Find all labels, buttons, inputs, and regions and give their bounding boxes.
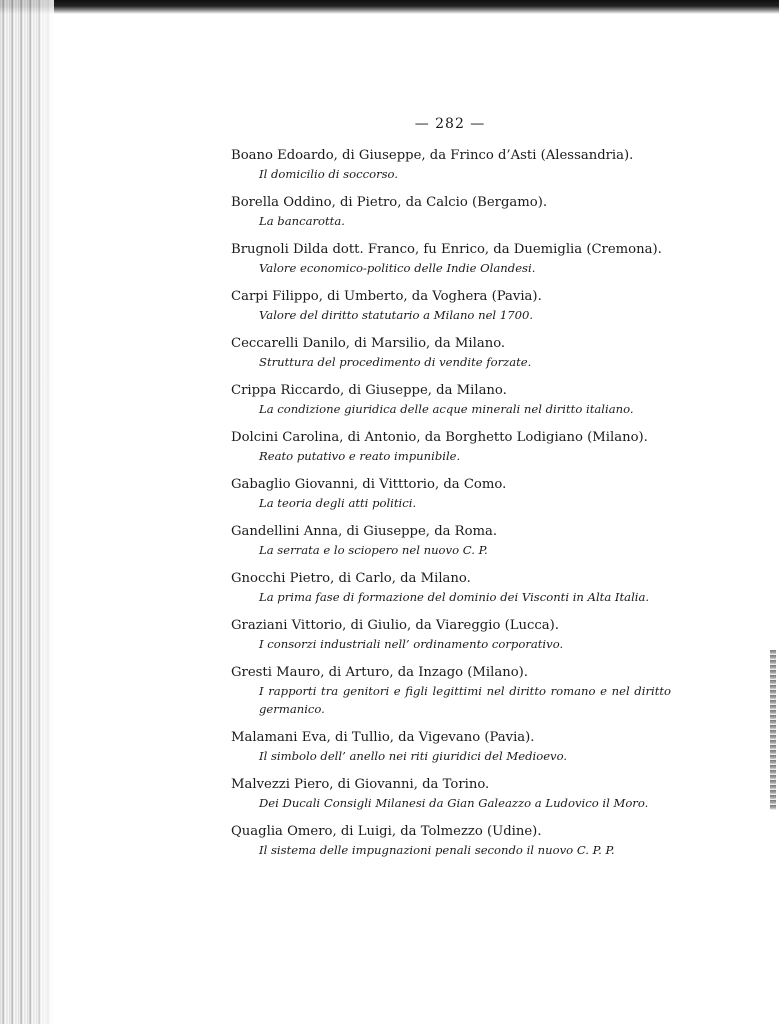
list-item (231, 729, 671, 765)
list-item (231, 664, 671, 718)
entry-title: La teoria degli atti politici. (259, 496, 417, 510)
list-item (231, 617, 671, 653)
entry-title: Il domicilio di soccorso. (259, 167, 399, 181)
entry-author: Borella Oddino, di Pietro, da Calcio (Bergamo). (231, 195, 548, 210)
list-item (231, 776, 671, 812)
entry-author: Malvezzi Piero, di Giovanni, da Torino. (231, 777, 490, 792)
list-item (231, 570, 671, 606)
entry-title: Reato putativo e reato impunibile. (259, 449, 461, 463)
list-item (231, 147, 671, 183)
entry-title: Valore economico-politico delle Indie Olandesi. (259, 261, 536, 275)
entry-title: I rapporti tra genitori e figli legittimi nel diritto romano e nel diritto germanico. (259, 684, 671, 716)
page-number: — 282 — (414, 116, 486, 132)
entry-title: Struttura del procedimento di vendite forzate. (259, 355, 532, 369)
entry-author: Gandellini Anna, di Giuseppe, da Roma. (231, 524, 498, 539)
entry-title: Il simbolo dell’ anello nei riti giuridici del Medioevo. (259, 749, 568, 763)
entry-author: Graziani Vittorio, di Giulio, da Viareggio (Lucca). (231, 618, 559, 633)
entry-author: Malamani Eva, di Tullio, da Vigevano (Pavia). (231, 730, 535, 745)
entry-author: Brugnoli Dilda dott. Franco, fu Enrico, da Duemiglia (Cremona). (231, 242, 662, 257)
entry-author: Gabaglio Giovanni, di Vitttorio, da Como. (231, 477, 507, 492)
list-item (231, 335, 671, 371)
entry-title: La prima fase di formazione del dominio dei Visconti in Alta Italia. (259, 590, 650, 604)
scan-top-edge (0, 0, 779, 14)
entry-author: Quaglia Omero, di Luigi, da Tolmezzo (Udine). (231, 824, 542, 839)
list-item (231, 823, 671, 859)
entry-author: Crippa Riccardo, di Giuseppe, da Milano. (231, 383, 507, 398)
entry-author: Gnocchi Pietro, di Carlo, da Milano. (231, 571, 471, 586)
scan-right-edge (770, 650, 776, 810)
list-item (231, 241, 671, 277)
entry-title: I consorzi industriali nell’ ordinamento corporativo. (259, 637, 564, 651)
list-item (231, 382, 671, 418)
list-item (231, 476, 671, 512)
entry-title: La condizione giuridica delle acque minerali nel diritto italiano. (259, 402, 634, 416)
entry-title: Valore del diritto statutario a Milano nel 1700. (259, 308, 534, 322)
list-item (231, 523, 671, 559)
list-item (231, 194, 671, 230)
entry-author: Ceccarelli Danilo, di Marsilio, da Milano. (231, 336, 506, 351)
list-item (231, 288, 671, 324)
entry-author: Boano Edoardo, di Giuseppe, da Frinco d’Asti (Alessandria). (231, 148, 634, 163)
list-item (231, 429, 671, 465)
entry-author: Dolcini Carolina, di Antonio, da Borghetto Lodigiano (Milano). (231, 430, 648, 445)
entry-author: Gresti Mauro, di Arturo, da Inzago (Milano). (231, 665, 529, 680)
entry-title: Dei Ducali Consigli Milanesi da Gian Galeazzo a Ludovico il Moro. (259, 796, 649, 810)
entry-title: La bancarotta. (259, 214, 345, 228)
entry-title: Il sistema delle impugnazioni penali secondo il nuovo C. P. P. (259, 843, 615, 857)
thesis-list (231, 147, 671, 870)
entry-author: Carpi Filippo, di Umberto, da Voghera (Pavia). (231, 289, 542, 304)
scan-left-edge (0, 0, 54, 1024)
entry-title: La serrata e lo sciopero nel nuovo C. P. (259, 543, 488, 557)
